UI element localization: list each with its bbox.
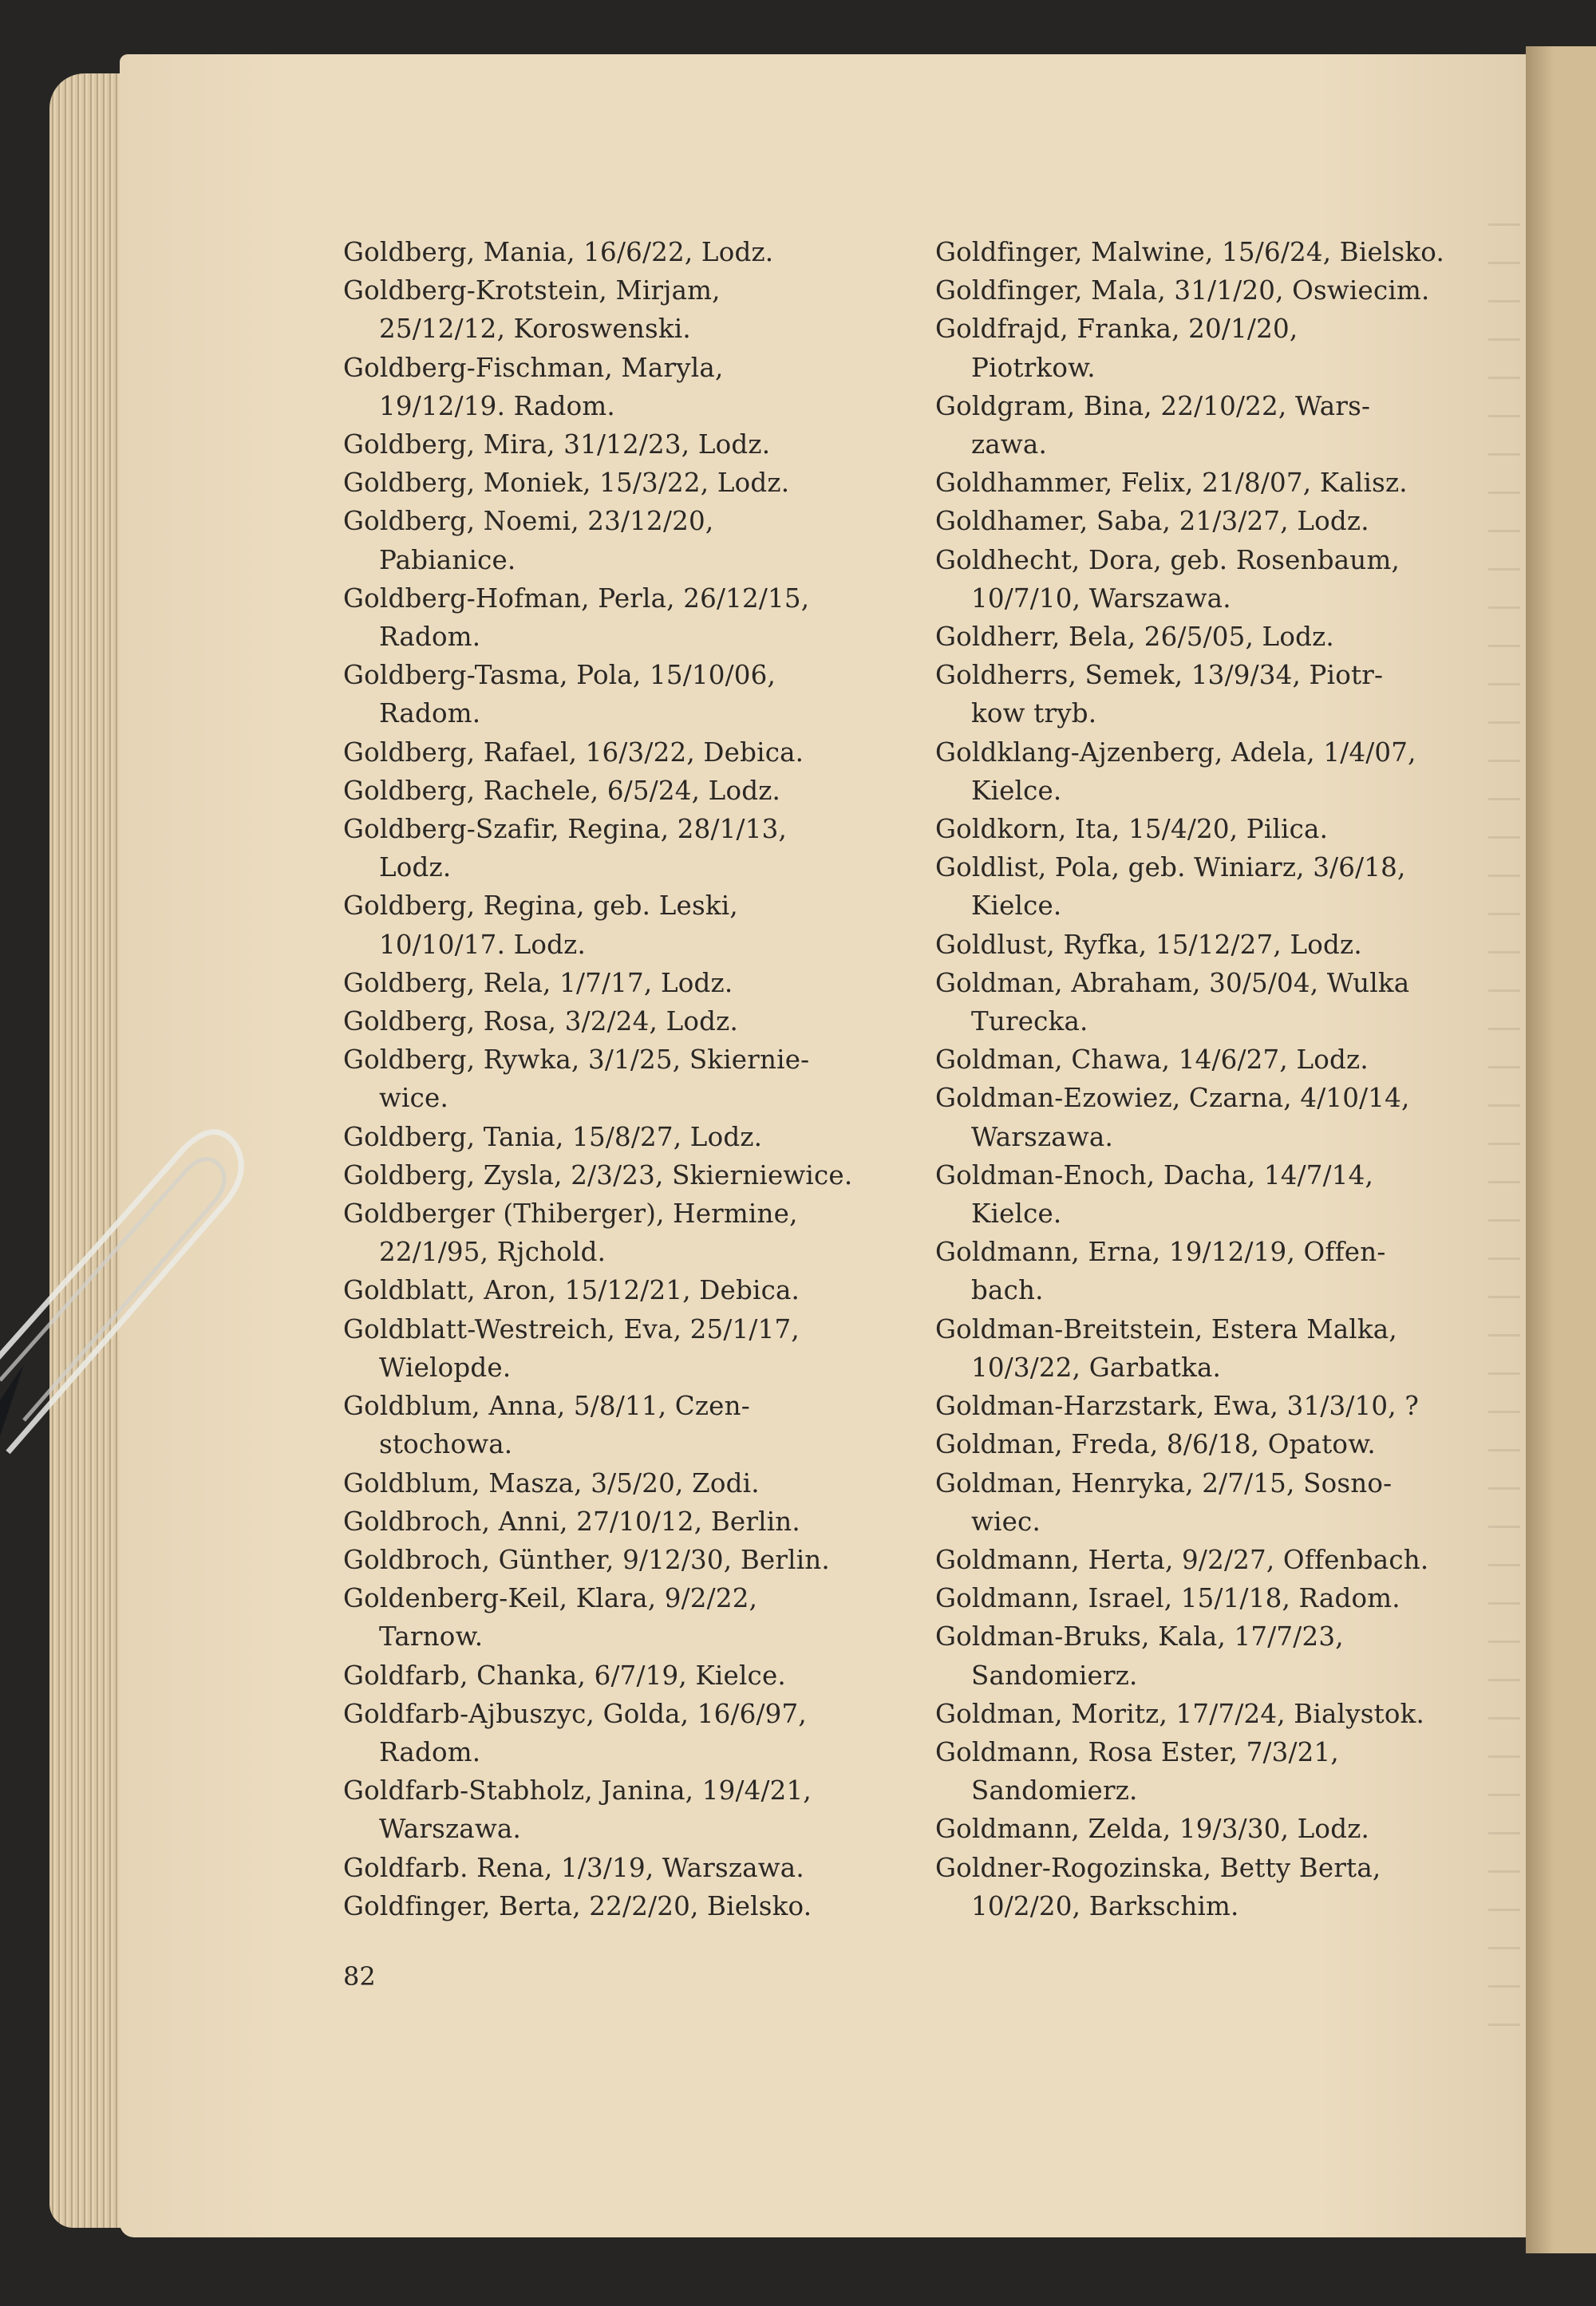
- entry-continuation-line: Radom.: [379, 1736, 481, 1767]
- entry-line: Goldbroch, Anni, 27/10/12, Berlin.: [343, 1506, 800, 1537]
- entry-line: Goldlust, Ryfka, 15/12/27, Lodz.: [935, 929, 1362, 960]
- page-number: 82: [343, 1961, 376, 1992]
- entry-line: Goldherr, Bela, 26/5/05, Lodz.: [935, 622, 1334, 653]
- entry-line: Goldfarb-Ajbuszyc, Golda, 16/6/97,: [343, 1698, 807, 1729]
- entry-line: Goldfrajd, Franka, 20/1/20,: [935, 314, 1298, 345]
- entry-line: Goldmann, Rosa Ester, 7/3/21,: [935, 1736, 1339, 1767]
- entry-line: Goldman, Chawa, 14/6/27, Lodz.: [935, 1044, 1369, 1076]
- entry-line: Goldman, Moritz, 17/7/24, Bialystok.: [935, 1698, 1425, 1729]
- entry-continuation-line: Warszawa.: [971, 1121, 1113, 1152]
- entry-line: Goldherrs, Semek, 13/9/34, Piotr-: [935, 660, 1384, 691]
- entry-continuation-line: kow tryb.: [971, 698, 1097, 729]
- entry-line: Goldberg-Fischman, Maryla,: [343, 352, 724, 383]
- entry-line: Goldman, Henryka, 2/7/15, Sosno-: [935, 1467, 1393, 1499]
- entry-continuation-line: wice.: [379, 1083, 448, 1114]
- entry-continuation-line: Wielopde.: [379, 1352, 512, 1383]
- entry-continuation-line: wiec.: [971, 1506, 1041, 1537]
- entry-continuation-line: stochowa.: [379, 1429, 513, 1460]
- entry-continuation-line: Sandomierz.: [971, 1660, 1138, 1691]
- entry-line: Goldblatt, Aron, 15/12/21, Debica.: [343, 1275, 800, 1306]
- entry-line: Goldblatt-Westreich, Eva, 25/1/17,: [343, 1313, 800, 1345]
- entry-line: Goldkorn, Ita, 15/4/20, Pilica.: [935, 814, 1329, 845]
- entry-line: Goldfarb-Stabholz, Janina, 19/4/21,: [343, 1775, 812, 1806]
- entry-line: Goldman-Harzstark, Ewa, 31/3/10, ?: [935, 1391, 1419, 1422]
- entry-line: Goldberg, Rafael, 16/3/22, Debica.: [343, 736, 804, 768]
- entry-line: Goldfinger, Malwine, 15/6/24, Bielsko.: [935, 237, 1444, 267]
- entry-line: Goldblum, Anna, 5/8/11, Czen-: [343, 1391, 750, 1422]
- left-column: [343, 233, 902, 1925]
- entry-line: Goldberg, Tania, 15/8/27, Lodz.: [343, 1121, 763, 1152]
- entry-continuation-line: Kielce.: [971, 890, 1062, 922]
- entry-line: Goldman-Enoch, Dacha, 14/7/14,: [935, 1159, 1374, 1191]
- entry-line: Goldberger (Thiberger), Hermine,: [343, 1198, 798, 1230]
- entry-line: Goldberg, Rywka, 3/1/25, Skiernie-: [343, 1044, 810, 1076]
- entry-line: Goldmann, Zelda, 19/3/30, Lodz.: [935, 1814, 1370, 1845]
- entry-line: Goldhecht, Dora, geb. Rosenbaum,: [935, 544, 1400, 575]
- entry-line: Goldberg, Moniek, 15/3/22, Lodz.: [343, 468, 790, 499]
- entry-continuation-line: Kielce.: [971, 1198, 1062, 1230]
- entry-continuation-line: 10/3/22, Garbatka.: [971, 1352, 1222, 1383]
- entry-line: Goldenberg-Keil, Klara, 9/2/22,: [343, 1583, 758, 1614]
- entry-continuation-line: Pabianice.: [379, 544, 516, 575]
- entry-line: Goldner-Rogozinska, Betty Berta,: [935, 1852, 1381, 1883]
- entry-continuation-line: Kielce.: [971, 775, 1062, 806]
- entry-line: Goldberg, Mira, 31/12/23, Lodz.: [343, 429, 771, 460]
- entry-line: Goldberg, Zysla, 2/3/23, Skierniewice.: [343, 1159, 853, 1191]
- entry-line: Goldberg, Rosa, 3/2/24, Lodz.: [343, 1006, 738, 1037]
- entry-continuation-line: 10/10/17. Lodz.: [379, 929, 587, 960]
- entry-line: Goldberg, Noemi, 23/12/20,: [343, 506, 714, 537]
- entry-continuation-line: Radom.: [379, 622, 481, 653]
- entry-line: Goldblum, Masza, 3/5/20, Zodi.: [343, 1467, 760, 1499]
- entry-line: Goldmann, Erna, 19/12/19, Offen-: [935, 1237, 1386, 1268]
- entry-continuation-line: Piotrkow.: [971, 352, 1096, 383]
- entry-line: Goldklang-Ajzenberg, Adela, 1/4/07,: [935, 736, 1416, 768]
- entry-line: Goldman, Abraham, 30/5/04, Wulka: [935, 967, 1410, 998]
- right-column: [935, 233, 1494, 1925]
- entry-line: Goldlist, Pola, geb. Winiarz, 3/6/18,: [935, 852, 1406, 883]
- entry-line: Goldberg, Rachele, 6/5/24, Lodz.: [343, 775, 781, 806]
- entry-continuation-line: 10/2/20, Barkschim.: [971, 1890, 1239, 1921]
- entry-continuation-line: 19/12/19. Radom.: [379, 390, 615, 421]
- entry-line: Goldman, Freda, 8/6/18, Opatow.: [935, 1429, 1376, 1460]
- entry-line: Goldberg, Rela, 1/7/17, Lodz.: [343, 967, 733, 998]
- entry-continuation-line: bach.: [971, 1275, 1044, 1306]
- entry-line: Goldfinger, Mala, 31/1/20, Oswiecim.: [935, 275, 1430, 306]
- entry-line: Goldberg-Krotstein, Mirjam,: [343, 275, 721, 306]
- entry-line: Goldman-Bruks, Kala, 17/7/23,: [935, 1621, 1344, 1653]
- entry-line: Goldmann, Herta, 9/2/27, Offenbach.: [935, 1544, 1429, 1575]
- entry-continuation-line: zawa.: [971, 429, 1048, 460]
- entry-continuation-line: Radom.: [379, 698, 481, 729]
- entry-line: Goldfarb. Rena, 1/3/19, Warszawa.: [343, 1852, 804, 1883]
- entry-line: Goldberg-Hofman, Perla, 26/12/15,: [343, 582, 810, 614]
- entry-line: Goldfarb, Chanka, 6/7/19, Kielce.: [343, 1660, 786, 1691]
- entry-line: Goldhamer, Saba, 21/3/27, Lodz.: [935, 506, 1369, 537]
- facing-page-edge: [1526, 46, 1596, 2253]
- entry-line: Goldberg-Tasma, Pola, 15/10/06,: [343, 660, 776, 691]
- entry-continuation-line: Lodz.: [379, 852, 452, 883]
- entry-continuation-line: 22/1/95, Rjchold.: [379, 1237, 606, 1268]
- entry-line: Goldberg, Mania, 16/6/22, Lodz.: [343, 237, 774, 267]
- paper-clip-icon: [0, 1101, 279, 1516]
- entry-continuation-line: Tarnow.: [379, 1621, 484, 1653]
- entry-continuation-line: Warszawa.: [379, 1814, 521, 1845]
- entry-continuation-line: 25/12/12, Koroswenski.: [379, 314, 691, 345]
- entry-continuation-line: Turecka.: [971, 1006, 1088, 1037]
- entry-line: Goldman-Breitstein, Estera Malka,: [935, 1313, 1397, 1345]
- entry-line: Goldfinger, Berta, 22/2/20, Bielsko.: [343, 1890, 812, 1921]
- entry-line: Goldberg-Szafir, Regina, 28/1/13,: [343, 814, 787, 845]
- entry-line: Goldman-Ezowiez, Czarna, 4/10/14,: [935, 1083, 1410, 1114]
- entry-line: Goldbroch, Günther, 9/12/30, Berlin.: [343, 1544, 830, 1575]
- entry-line: Goldberg, Regina, geb. Leski,: [343, 890, 738, 922]
- entry-line: Goldmann, Israel, 15/1/18, Radom.: [935, 1583, 1400, 1614]
- entry-line: Goldhammer, Felix, 21/8/07, Kalisz.: [935, 468, 1408, 499]
- entry-line: Goldgram, Bina, 22/10/22, Wars-: [935, 390, 1371, 421]
- entry-continuation-line: Sandomierz.: [971, 1775, 1138, 1806]
- entry-continuation-line: 10/7/10, Warszawa.: [971, 582, 1231, 614]
